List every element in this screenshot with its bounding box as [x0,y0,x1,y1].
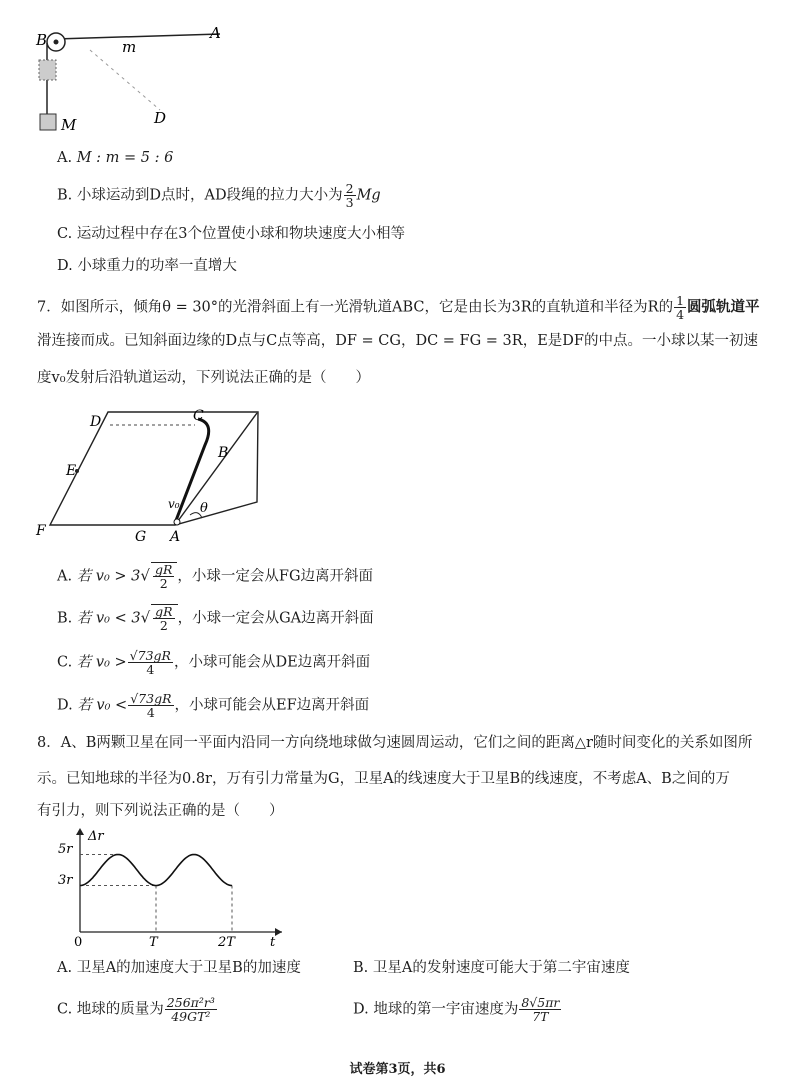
q8-line-2: 示。已知地球的半径为0.8r，万有引力常量为G，卫星A的线速度大于卫星B的线速度，不考虑A、B之间的万 [37,771,730,787]
y-tick-5r: 5r [58,842,73,857]
option-text: ，小球一定会从GA边离开斜面 [177,610,374,627]
q8-option-d [353,996,562,1023]
option-text: 卫星A的加速度大于卫星B的加速度 [76,960,301,976]
label-b: B [36,31,48,49]
fraction: $\frac{√73gR}{4}$ [129,648,171,677]
label-v0: v₀ [168,497,180,511]
q6-option-a [57,148,173,168]
option-text: ，小球可能会从DE边离开斜面 [173,654,371,671]
label-e: E [66,463,77,479]
label-f: F [36,523,46,539]
q8-chart [60,822,290,952]
q8-option-b [353,958,630,978]
label-a: A [210,24,221,42]
q7-option-a: A. 若 v₀ > 3√ $\frac{gR}{2}$ ，小球一定会从FG边离开斜面 [57,562,374,591]
q6-option-d [57,256,237,276]
option-key: A. [57,568,73,585]
ball [174,519,180,525]
path-dashed [90,50,160,110]
series-line-dr [80,855,232,886]
q8-option-c [57,996,218,1023]
label-d: D [90,414,102,430]
label-b: B [218,445,229,461]
option-condition: 若 v₀ < 3 [76,610,141,627]
option-key: D. [353,1001,369,1018]
x-axis-arrow [275,928,282,936]
y-tick-3r: 3r [58,873,73,888]
option-text: ，小球一定会从FG边离开斜面 [177,568,374,585]
x-axis-label: t [270,935,276,950]
option-text: 地球的第一宇宙速度为 [373,1001,519,1018]
sqrt-expression: $\frac{gR}{2}$ [151,562,177,590]
block-dashed [39,60,56,80]
option-text-suffix: Mg [356,187,381,204]
option-text: 地球的质量为 [76,1001,164,1018]
fraction: $\frac{2}{3}$ [345,181,354,210]
option-text: 运动过程中存在3个位置使小球和物块速度大小相等 [76,226,406,242]
option-text: M : m = 5 : 6 [76,150,174,166]
q8-option-a [57,958,301,978]
label-g: G [135,529,147,545]
q7-option-d [57,692,369,719]
option-key: B. [57,610,73,627]
fraction: $\frac{√73gR}{4}$ [130,691,172,720]
q7-line-1: 7．如图所示，倾角θ = 30°的光滑斜面上有一光滑轨道ABC，它是由长为3R的直轨道和半径为R的 $\frac{1}{4}$ 圆弧轨道平 [37,293,760,322]
q6-option-c [57,224,405,244]
option-key: A. [57,150,73,166]
option-key: D. [57,258,73,274]
pulley-axle [54,40,59,45]
incline-edge [175,413,257,525]
label-a: A [170,529,181,545]
fraction-quarter: $\frac{1}{4}$ [676,293,685,322]
option-key: A. [57,960,73,976]
option-key: C. [57,1001,73,1018]
option-key: B. [57,187,73,204]
fraction: $\frac{\text{256π²r³}}{\text{49GT²}}$ [166,995,215,1024]
x-tick-2t: 2T [218,935,235,950]
y-axis-arrow [76,828,84,835]
option-text: ，小球可能会从EF边离开斜面 [174,697,370,714]
rope-ba [56,34,220,39]
option-condition: 若 v₀ > [76,654,127,671]
option-text: 卫星A的发射速度可能大于第二宇宙速度 [372,960,630,976]
x-tick-t: T [149,935,158,950]
option-condition: 若 v₀ < [77,697,128,714]
q8-line-1: 8．A、B两颗卫星在同一平面内沿同一方向绕地球做匀速圆周运动，它们之间的距离△r随时间变化的关系如图所 [37,735,753,751]
page-footer: 试卷第3页，共6 [349,1062,446,1077]
option-condition: 若 v₀ > 3 [76,568,141,585]
q8-line-3: 有引力，则下列说法正确的是（ ） [37,803,284,819]
fraction: $\frac{8√5\pi r}{7T}$ [521,995,560,1024]
label-theta: θ [200,501,208,516]
q7-line-2: 滑连接而成。已知斜面边缘的D点与C点等高，DF = CG，DC = FG = 3R，E是DF的中点。一小球以某一初速 [37,333,758,349]
x-tick-0: 0 [74,935,83,950]
option-key: C. [57,654,73,671]
sqrt-expression: $\frac{gR}{2}$ [151,604,177,632]
q7-line-3: 度v₀发射后沿轨道运动，下列说法正确的是（ ） [37,370,371,386]
q7-figure [30,405,280,545]
label-m-big: M [61,116,77,134]
q7-option-b: B. 若 v₀ < 3√ $\frac{gR}{2}$ ，小球一定会从GA边离开斜面 [57,604,374,633]
label-c: C [193,408,204,424]
label-m-small: m [122,38,137,56]
label-d: D [154,109,167,127]
y-axis-label: Δr [88,829,104,844]
option-key: B. [353,960,369,976]
q7-option-c [57,649,370,676]
option-key: C. [57,226,73,242]
option-key: D. [57,697,73,714]
q6-figure [30,20,230,140]
option-text: 小球重力的功率一直增大 [77,258,237,274]
option-text: 小球运动到D点时，AD段绳的拉力大小为 [76,187,343,204]
incline-face [50,412,258,525]
block-m [40,114,56,130]
q6-option-b [57,182,381,209]
